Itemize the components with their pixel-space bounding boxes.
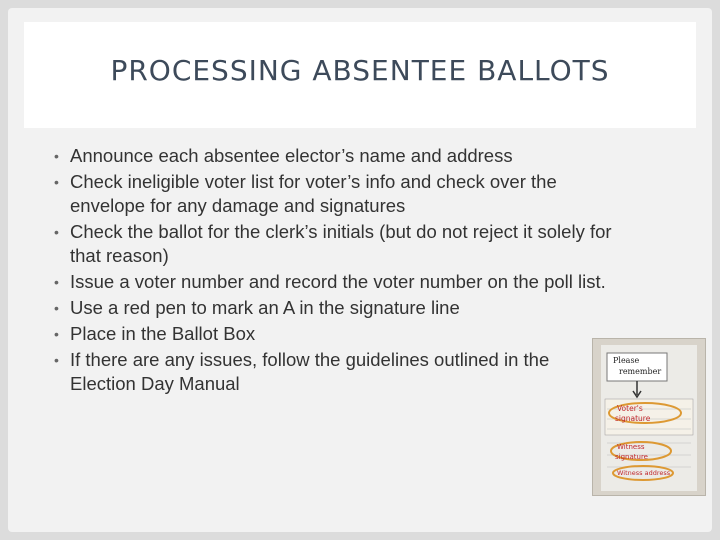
bullet-item bbox=[54, 144, 614, 168]
bullet-text: Use a red pen to mark an A in the signature line bbox=[70, 297, 460, 318]
bullet-icon: • bbox=[54, 326, 59, 342]
bullet-icon: • bbox=[54, 300, 59, 316]
svg-text:signature: signature bbox=[615, 453, 648, 461]
bullet-text: If there are any issues, follow the guidelines outlined in the Election Day Manual bbox=[70, 349, 550, 394]
bullet-item bbox=[54, 296, 614, 320]
bullet-item bbox=[54, 348, 614, 396]
bullet-icon: • bbox=[54, 148, 59, 164]
slide-title: PROCESSING ABSENTEE BALLOTS bbox=[110, 54, 610, 87]
bullet-item bbox=[54, 220, 614, 268]
bullet-icon: • bbox=[54, 174, 59, 190]
bullet-text: Check the ballot for the clerk’s initials (but do not reject it solely for that reason) bbox=[70, 221, 612, 266]
bullet-icon: • bbox=[54, 352, 59, 368]
bullet-icon: • bbox=[54, 274, 59, 290]
svg-text:Voter's: Voter's bbox=[617, 404, 643, 413]
svg-text:signature: signature bbox=[615, 414, 651, 423]
poll-list-photo bbox=[592, 338, 706, 496]
slide bbox=[8, 8, 712, 532]
bullet-icon: • bbox=[54, 224, 59, 240]
svg-text:Please: Please bbox=[613, 356, 640, 365]
svg-text:Witness address: Witness address bbox=[617, 469, 671, 477]
bullet-text: Issue a voter number and record the voter number on the poll list. bbox=[70, 271, 606, 292]
title-box bbox=[24, 22, 696, 128]
bullet-item bbox=[54, 270, 614, 294]
bullet-text: Place in the Ballot Box bbox=[70, 323, 256, 344]
bullet-item bbox=[54, 170, 614, 218]
svg-text:Witness: Witness bbox=[617, 443, 645, 451]
bullet-list bbox=[54, 144, 614, 398]
bullet-item bbox=[54, 322, 614, 346]
bullet-text: Announce each absentee elector’s name and address bbox=[70, 145, 513, 166]
bullet-text: Check ineligible voter list for voter’s info and check over the envelope for any damage and signatures bbox=[70, 171, 557, 216]
svg-text:remember: remember bbox=[619, 367, 662, 376]
photo-of-poll-list-notes-icon bbox=[593, 339, 705, 495]
